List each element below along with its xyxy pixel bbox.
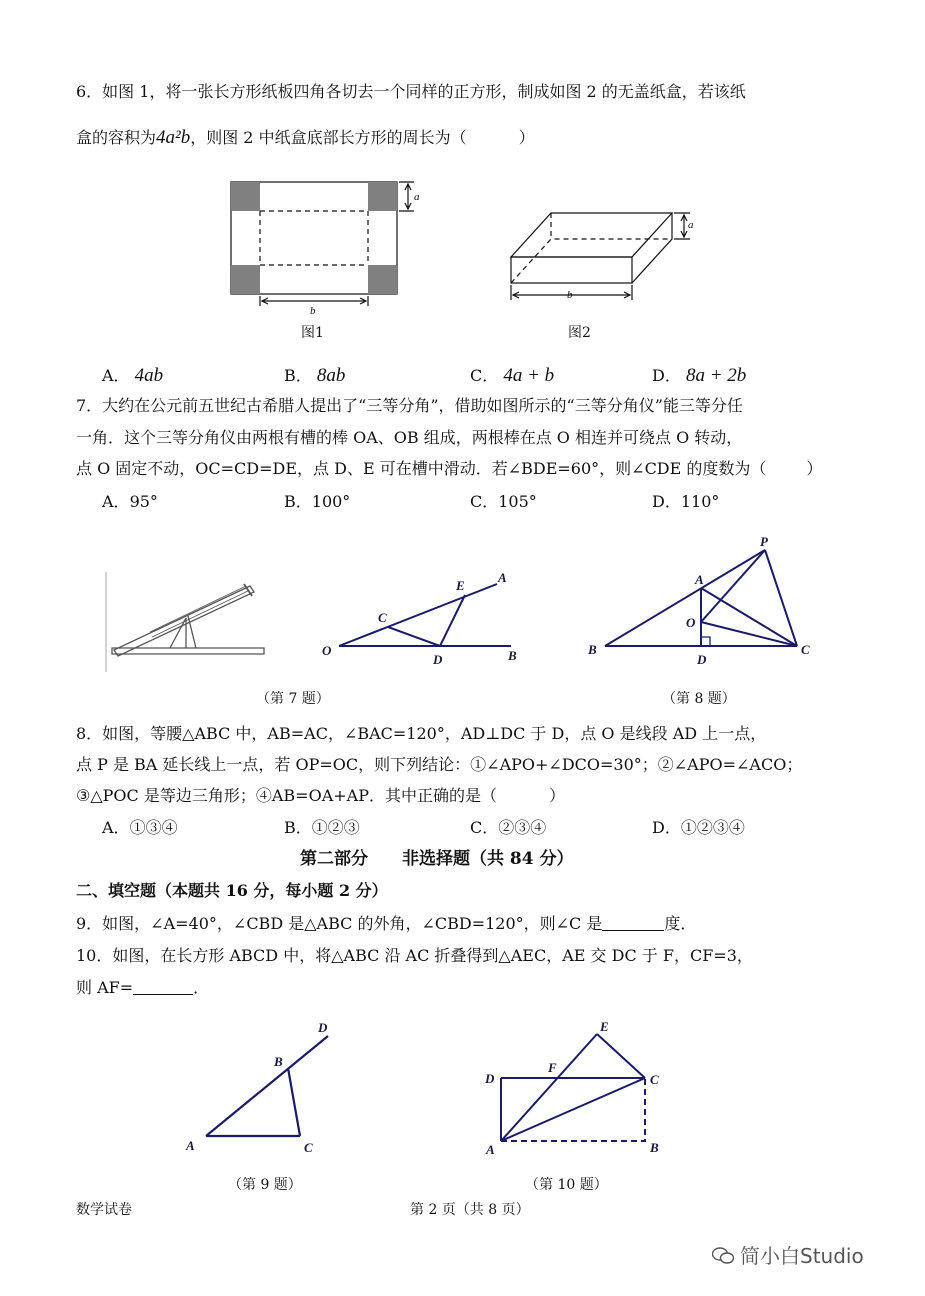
q6-fig1-corner-tr — [368, 182, 397, 211]
q7-segment-cd — [388, 627, 440, 646]
q10-figure — [501, 1034, 645, 1141]
footer-subject: 数学试卷 — [76, 1202, 132, 1218]
q6-paren-close: ） — [518, 128, 535, 147]
q8-point-b: B — [588, 642, 597, 657]
q8-option-a: A．①③④ — [102, 818, 178, 837]
q6-fig2-front-face — [511, 257, 632, 283]
q7-point-a: A — [498, 570, 507, 585]
q10-segment-ac — [501, 1078, 645, 1141]
q6-volume: 4a²b — [156, 127, 191, 148]
q6-fig2-label-b: b — [567, 289, 573, 301]
q7-point-c: C — [378, 610, 387, 625]
q9-point-a: A — [186, 1138, 195, 1153]
q8-point-a: A — [695, 572, 704, 587]
q10-line2: 则 AF= ． — [76, 978, 210, 997]
q8-right-angle-mark — [701, 637, 710, 646]
q10-point-e: E — [600, 1019, 609, 1034]
q10-answer-blank[interactable] — [133, 980, 193, 995]
q7-option-a: A．95° — [102, 492, 158, 511]
q8-segment-ac — [701, 588, 797, 646]
q6-fig1-label-b: b — [310, 305, 316, 317]
q8-option-c: C．②③④ — [470, 818, 547, 837]
q7-point-o: O — [322, 643, 332, 658]
q6-fig2-hidden-edges — [511, 213, 672, 283]
q8-segment-oc — [701, 622, 797, 646]
q8-point-o: O — [686, 615, 696, 630]
q10-point-f: F — [548, 1060, 557, 1075]
q8-segment-pc — [765, 550, 797, 646]
q7-line3: 点 O 固定不动，OC=CD=DE，点 D、E 可在槽中滑动．若∠BDE=60°，则∠CDE 的度数为（ ） — [76, 459, 823, 478]
q7-point-e: E — [456, 578, 465, 593]
q7-option-b: B．100° — [284, 492, 351, 511]
q8-line3: ③△POC 是等边三角形；④AB=OA+AP．其中正确的是（ ） — [76, 786, 565, 805]
q9-point-b: B — [274, 1054, 283, 1069]
q10-caption: （第 10 题） — [525, 1177, 608, 1193]
q7-ray-oa — [339, 584, 497, 646]
q8-point-d: D — [697, 652, 707, 667]
watermark — [712, 1246, 864, 1266]
q10-segment-ec — [597, 1034, 645, 1078]
q7-point-d: D — [433, 652, 443, 667]
q6-line2-pre: 盒的容积为 — [76, 128, 157, 147]
q9-ray-ad — [206, 1036, 328, 1136]
q7-line2: 一角．这个三等分角仪由两根有槽的棒 OA、OB 组成，两根棒在点 O 相连并可绕点 O 转动， — [76, 428, 743, 447]
q9-text: 9．如图，∠A=40°，∠CBD 是△ABC 的外角，∠CBD=120°，则∠C 是 度． — [76, 914, 697, 933]
q6-fig1-corner-br — [368, 265, 397, 294]
q8-point-p: P — [760, 534, 768, 549]
q8-option-d: D．①②③④ — [652, 818, 745, 837]
q6-option-b: B． 8ab — [284, 365, 346, 386]
q6-fig2-label-a: a — [688, 219, 694, 231]
wechat-icon — [712, 1247, 734, 1265]
q10-point-d: D — [485, 1071, 495, 1086]
section-fill-in-heading: 二、填空题（本题共 16 分，每小题 2 分） — [76, 881, 388, 900]
q9-figure — [206, 1036, 328, 1136]
q10-point-b: B — [650, 1140, 659, 1155]
q9-point-d: D — [318, 1020, 328, 1035]
q8-line1: 8．如图，等腰△ABC 中，AB=AC，∠BAC=120°，AD⊥DC 于 D，点 O 是线段 AD 上一点， — [76, 724, 767, 743]
q7-figure — [339, 584, 511, 646]
q6-fig1-corner-bl — [231, 265, 260, 294]
q6-fig1-label-a: a — [414, 191, 420, 203]
q8-figure — [605, 550, 797, 646]
q7-segment-de — [440, 595, 465, 646]
q6-fig2-top-face — [511, 213, 672, 257]
q9-segment-bc — [288, 1068, 300, 1136]
q6-fig1-fold-lines — [260, 211, 368, 265]
q6-fig2-caption: 图2 — [568, 325, 591, 341]
footer-page-number: 第 2 页（共 8 页） — [410, 1202, 530, 1218]
q8-option-b: B．①②③ — [284, 818, 360, 837]
q10-line1: 10．如图，在长方形 ABCD 中，将△ABC 沿 AC 折叠得到△AEC，AE 交 DC 于 F，CF=3， — [76, 946, 753, 965]
q9-caption: （第 9 题） — [228, 1177, 302, 1193]
q6-option-d: D． 8a + 2b — [652, 365, 747, 386]
q10-point-c: C — [650, 1072, 659, 1087]
q6-fig1-corner-tl — [231, 182, 260, 211]
q7-caption: （第 7 题） — [256, 691, 330, 707]
q7-option-d: D．110° — [652, 492, 720, 511]
q6-fig1-caption: 图1 — [301, 325, 324, 341]
q6-option-c: C． 4a + b — [470, 365, 555, 386]
part2-title: 第二部分 非选择题（共 84 分） — [300, 849, 574, 869]
watermark-text: 简小白Studio — [740, 1244, 864, 1268]
q8-point-c: C — [801, 642, 810, 657]
q9-point-c: C — [304, 1140, 313, 1155]
q6-figure-1 — [231, 182, 414, 306]
q6-line2-post: ，则图 2 中纸盒底部长方形的周长为（ — [190, 128, 467, 147]
q10-segment-ae — [501, 1034, 597, 1141]
q10-point-a: A — [486, 1142, 495, 1157]
q6-line1: 6．如图 1，将一张长方形纸板四角各切去一个同样的正方形，制成如图 2 的无盖纸盒，若该纸 — [76, 82, 746, 101]
q7-device-photo — [106, 572, 264, 672]
q8-line2: 点 P 是 BA 延长线上一点，若 OP=OC，则下列结论：①∠APO+∠DCO=30°；②∠APO=∠ACO； — [76, 755, 803, 774]
q7-point-b: B — [508, 648, 517, 663]
q8-caption: （第 8 题） — [662, 691, 736, 707]
q6-figure-2 — [511, 213, 690, 300]
q8-segment-op — [701, 550, 765, 622]
q7-option-c: C．105° — [470, 492, 537, 511]
q6-option-a: A． 4ab — [102, 365, 164, 386]
q7-line1: 7．大约在公元前五世纪古希腊人提出了“三等分角”，借助如图所示的“三等分角仪”能三等分任 — [76, 396, 743, 415]
q9-answer-blank[interactable] — [602, 916, 664, 931]
